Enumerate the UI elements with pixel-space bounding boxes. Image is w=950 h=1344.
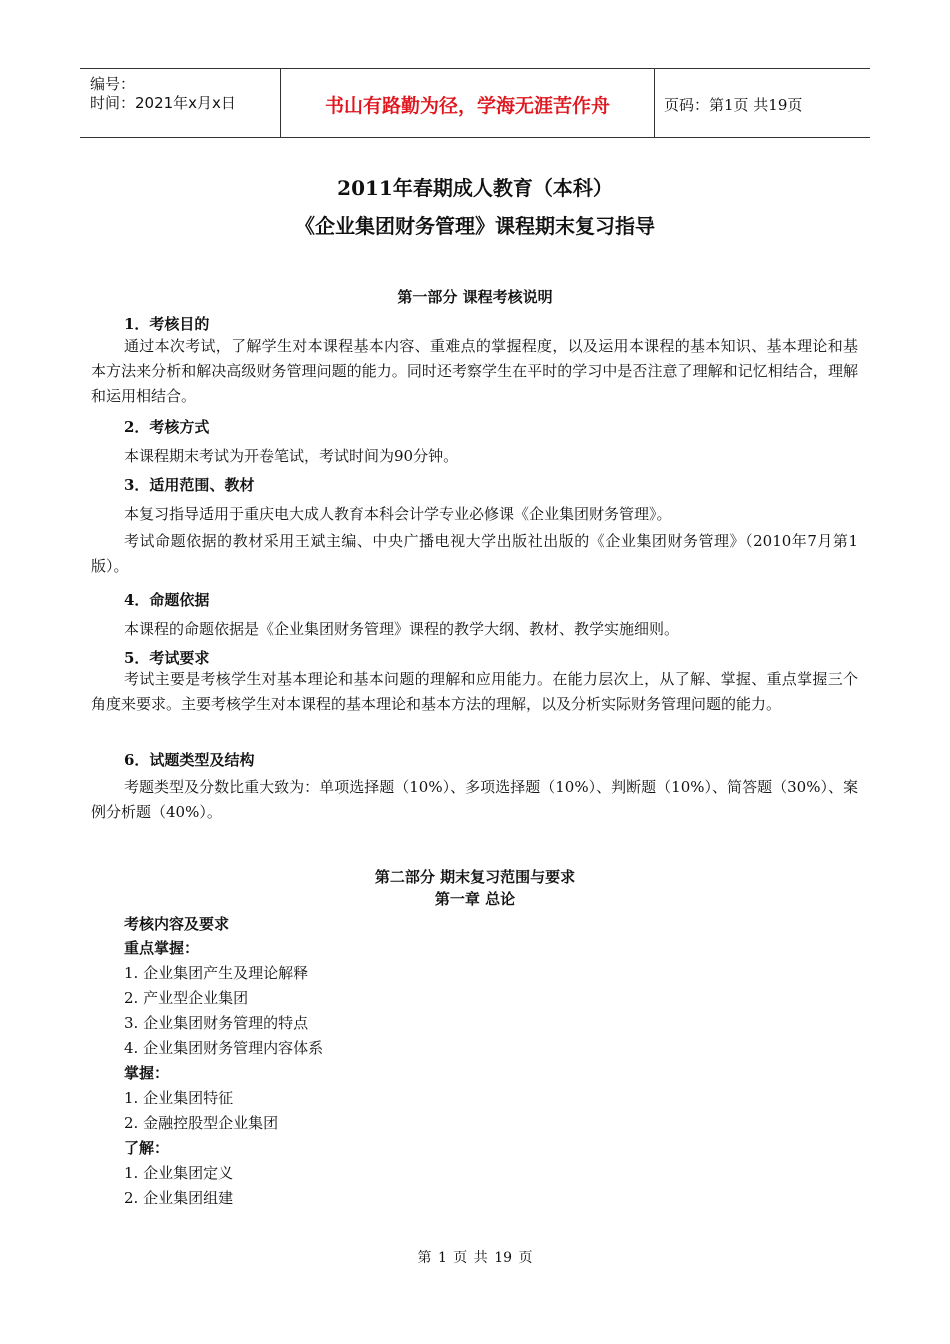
title-line-1: 2011年春期成人教育（本科）: [337, 176, 613, 200]
s3-title: 3．适用范围、教材: [124, 476, 255, 494]
s5-body: 考试主要是考核学生对基本理论和基本问题的理解和应用能力。在能力层次上，从了解、掌握、重点掌握三个角度来要求。主要考核学生对本课程的基本理论和基本方法的理解，以及分析实际财务管理问题的能力。: [91, 670, 858, 713]
requirements-title: 考核内容及要求: [124, 915, 230, 933]
s6-body: 考题类型及分数比重大致为：单项选择题（10%）、多项选择题（10%）、判断题（10%）、简答题（30%）、案例分析题（40%）。: [91, 778, 858, 821]
motto: 书山有路勤为径，学海无涯苦作舟: [324, 95, 610, 117]
s4-title: 4．命题依据: [124, 591, 210, 609]
s5-title: 5．考试要求: [124, 649, 210, 667]
header-motto-cell: [281, 69, 655, 137]
list-item: 2. 金融控股型企业集团: [124, 1114, 279, 1132]
s1-title: 1．考核目的: [124, 315, 210, 333]
part2-heading: 第二部分 期末复习范围与要求: [374, 868, 576, 886]
understand-title: 了解：: [124, 1139, 170, 1157]
header-page-cell: [655, 69, 870, 137]
page-footer: 第 1 页 共 19 页: [417, 1250, 533, 1266]
list-item: 1. 企业集团特征: [124, 1089, 234, 1107]
s6-title: 6．试题类型及结构: [124, 751, 255, 769]
number-label: 编号：: [90, 75, 136, 93]
key-mastery-title: 重点掌握：: [124, 939, 200, 957]
page-info: 页码：第1页 共19页: [664, 96, 803, 114]
list-item: 4. 企业集团财务管理内容体系: [124, 1039, 324, 1057]
title-line-2: 《企业集团财务管理》课程期末复习指导: [295, 214, 655, 238]
chapter-heading: 第一章 总论: [434, 890, 516, 908]
s3-body1: 本复习指导适用于重庆电大成人教育本科会计学专业必修课《企业集团财务管理》。: [124, 505, 672, 523]
part1-heading: 第一部分 课程考核说明: [397, 288, 553, 306]
list-item: 2. 企业集团组建: [124, 1189, 234, 1207]
list-item: 3. 企业集团财务管理的特点: [124, 1014, 309, 1032]
s3-body2: 考试命题依据的教材采用王斌主编、中央广播电视大学出版社出版的《企业集团财务管理》（2010年7月第1版）。: [91, 532, 858, 575]
s1-body: 通过本次考试，了解学生对本课程基本内容、重难点的掌握程度，以及运用本课程的基本知识、基本理论和基本方法来分析和解决高级财务管理问题的能力。同时还考察学生在平时的学习中是否注意了理解和记忆相结合，理解和运用相结合。: [91, 337, 858, 405]
s4-body: 本课程的命题依据是《企业集团财务管理》课程的教学大纲、教材、教学实施细则。: [124, 620, 680, 638]
mastery-title: 掌握：: [124, 1064, 170, 1082]
document-header: [80, 68, 870, 138]
date-label: 时间：2021年x月x日: [90, 94, 236, 112]
s2-title: 2．考核方式: [124, 418, 210, 436]
header-meta-cell: [80, 69, 281, 137]
s2-body: 本课程期末考试为开卷笔试，考试时间为90分钟。: [124, 447, 459, 465]
list-item: 1. 企业集团产生及理论解释: [124, 964, 309, 982]
list-item: 1. 企业集团定义: [124, 1164, 234, 1182]
list-item: 2. 产业型企业集团: [124, 989, 249, 1007]
